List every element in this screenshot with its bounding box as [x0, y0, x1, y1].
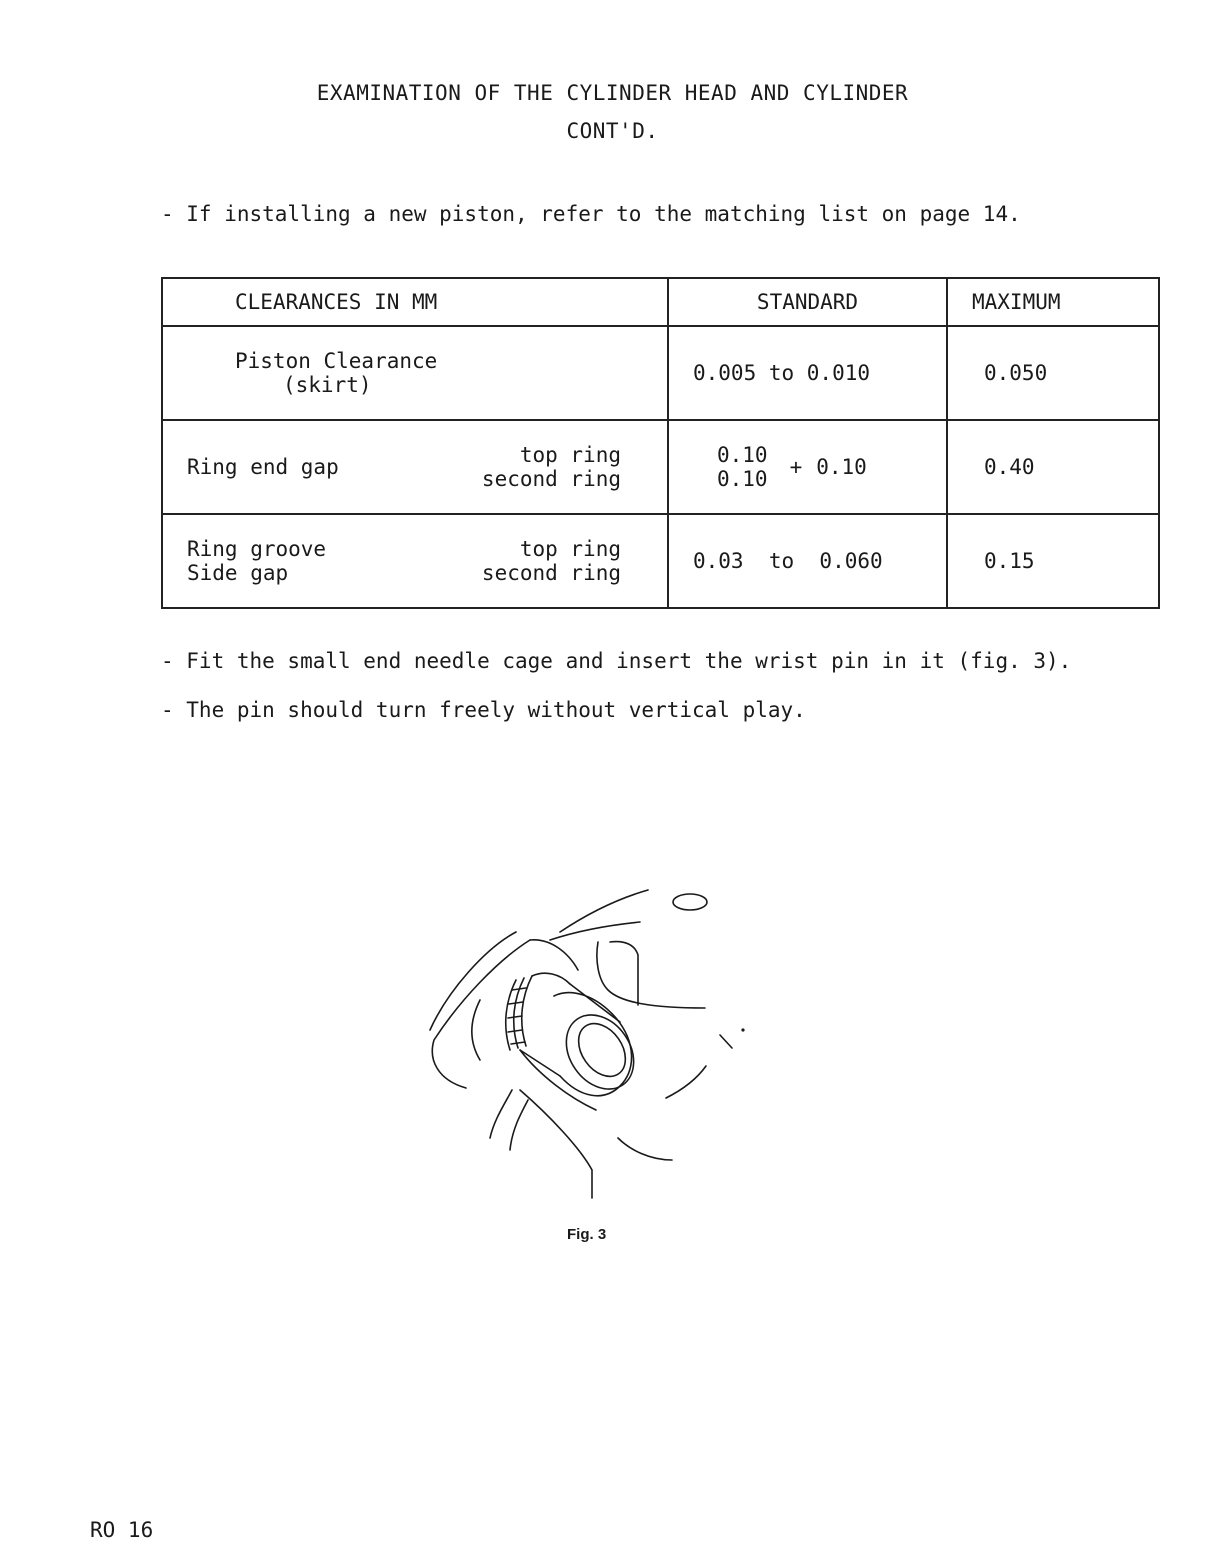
ring-groove-label-cell [162, 514, 668, 608]
ring-end-gap-standard-top: 0.10 [717, 443, 768, 467]
oil-hole-shape [673, 894, 707, 910]
step-fit-needle-cage: - Fit the small end needle cage and insert the wrist pin in it (fig. 3). [161, 649, 1072, 673]
ring-end-gap-second-ring: second ring [481, 467, 621, 491]
plus-sign: + [789, 455, 803, 479]
title-line-2: CONT'D. [566, 119, 659, 143]
ring-end-gap-tolerance: 0.10 [816, 455, 867, 479]
table-row-ring-end-gap [162, 420, 1159, 514]
clearances-table [161, 277, 1160, 609]
ring-end-gap-label-cell [162, 420, 668, 514]
piston-maximum: 0.050 [947, 326, 1159, 420]
ring-end-gap-maximum: 0.40 [947, 420, 1159, 514]
figure-3-illustration [420, 880, 760, 1215]
intro-paragraph: - If installing a new piston, refer to the matching list on page 14. [161, 202, 1021, 226]
header-clearances: CLEARANCES IN MM [162, 278, 668, 326]
ring-end-gap-standard-second: 0.10 [717, 467, 768, 491]
ring-groove-label: Ring groove [187, 537, 327, 561]
table-row-ring-groove [162, 514, 1159, 608]
rod-arm-curve [597, 942, 705, 1008]
ring-end-gap-standard-cell [668, 420, 947, 514]
page-title [0, 74, 1225, 150]
header-standard: STANDARD [668, 278, 947, 326]
header-maximum: MAXIMUM [947, 278, 1159, 326]
small-end-boss [432, 940, 530, 1088]
side-gap-label: Side gap [187, 561, 289, 585]
ring-groove-maximum: 0.15 [947, 514, 1159, 608]
ring-end-gap-top-ring: top ring [519, 443, 621, 467]
piston-standard: 0.005 to 0.010 [668, 326, 947, 420]
ring-groove-standard: 0.03 to 0.060 [668, 514, 947, 608]
ring-groove-top-ring: top ring [519, 537, 621, 561]
page-number: RO 16 [90, 1518, 154, 1542]
table-row-piston [162, 326, 1159, 420]
piston-label: Piston Clearance [235, 349, 438, 373]
ring-end-gap-label: Ring end gap [187, 455, 339, 479]
figure-caption: Fig. 3 [567, 1226, 607, 1243]
rod-top-curve [560, 890, 648, 932]
piston-sublabel: (skirt) [283, 373, 372, 397]
step-pin-turn-freely: - The pin should turn freely without vertical play. [161, 698, 806, 722]
title-line-1: EXAMINATION OF THE CYLINDER HEAD AND CYLINDER [316, 81, 909, 105]
piston-label-cell [162, 326, 668, 420]
rod-lower [490, 1090, 512, 1138]
ring-groove-second-ring: second ring [481, 561, 621, 585]
